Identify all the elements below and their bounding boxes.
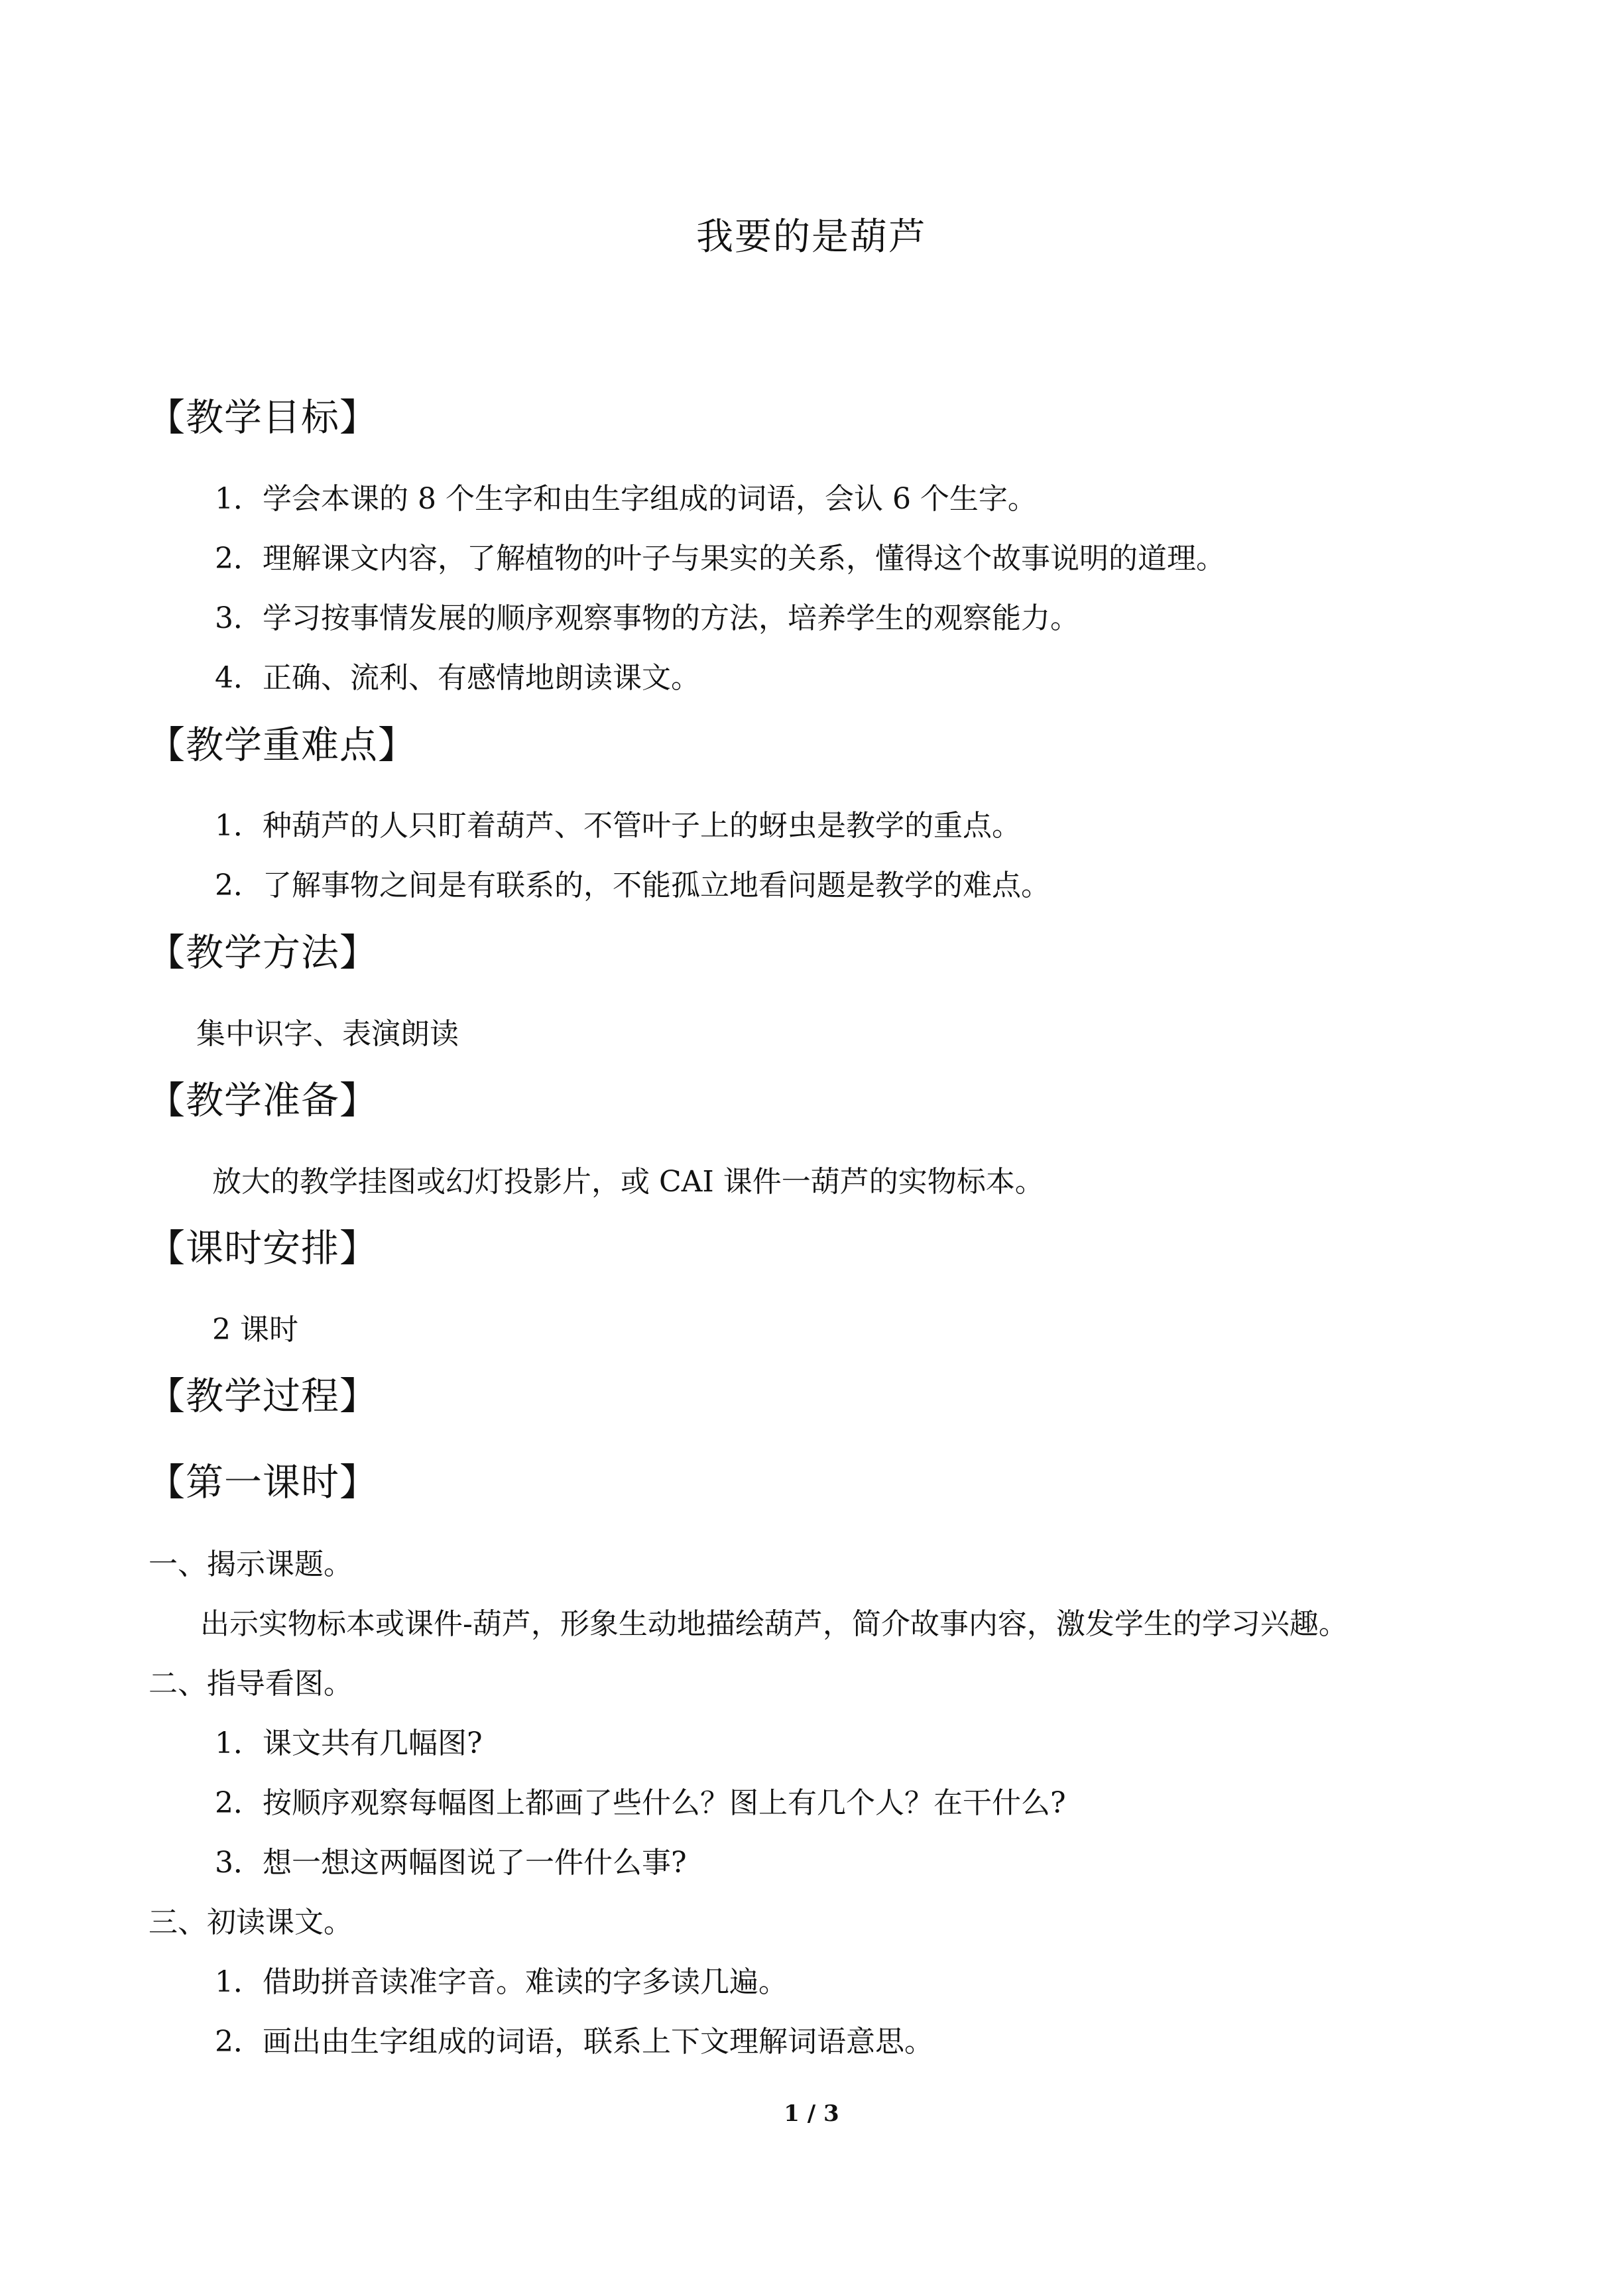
step-title: 一、揭示课题。	[149, 1547, 353, 1581]
step-item: 3．想一想这两幅图说了一件什么事?	[215, 1846, 687, 1880]
heading-teaching-methods: 【教学方法】	[147, 931, 378, 975]
goal-item: 2．理解课文内容，了解植物的叶子与果实的关系，懂得这个故事说明的道理。	[215, 542, 1225, 575]
heading-key-points: 【教学重难点】	[147, 723, 416, 767]
heading-teaching-goals: 【教学目标】	[147, 396, 378, 440]
heading-schedule: 【课时安排】	[147, 1227, 378, 1270]
page-number: 1 / 3	[784, 2100, 839, 2127]
heading-preparation: 【教学准备】	[147, 1079, 378, 1122]
heading-teaching-process: 【教学过程】	[147, 1374, 378, 1418]
key-point-item: 1．种葫芦的人只盯着葫芦、不管叶子上的蚜虫是教学的重点。	[215, 809, 1021, 843]
goal-item: 1．学会本课的 8 个生字和由生字组成的词语，会认 6 个生字。	[215, 482, 1037, 516]
preparation-text: 放大的教学挂图或幻灯投影片，或 CAI 课件一葫芦的实物标本。	[212, 1165, 1044, 1199]
key-point-item: 2．了解事物之间是有联系的，不能孤立地看问题是教学的难点。	[215, 869, 1050, 902]
step-item: 1．借助拼音读准字音。难读的字多读几遍。	[215, 1965, 788, 1999]
goal-item: 3．学习按事情发展的顺序观察事物的方法，培养学生的观察能力。	[215, 601, 1079, 635]
step-item: 2．按顺序观察每幅图上都画了些什么？图上有几个人？在干什么?	[215, 1786, 1066, 1820]
goal-item: 4．正确、流利、有感情地朗读课文。	[215, 661, 700, 695]
schedule-text: 2 课时	[212, 1313, 298, 1347]
page-title: 我要的是葫芦	[696, 215, 927, 259]
step-title: 二、指导看图。	[149, 1667, 353, 1701]
methods-text: 集中识字、表演朗读	[196, 1017, 459, 1051]
step-title: 三、初读课文。	[149, 1905, 353, 1939]
heading-first-lesson: 【第一课时】	[147, 1461, 378, 1504]
step-text: 出示实物标本或课件-葫芦，形象生动地描绘葫芦，简介故事内容，激发学生的学习兴趣。	[200, 1607, 1348, 1641]
step-item: 2．画出由生字组成的词语，联系上下文理解词语意思。	[215, 2025, 933, 2059]
step-item: 1．课文共有几幅图?	[215, 1726, 483, 1760]
